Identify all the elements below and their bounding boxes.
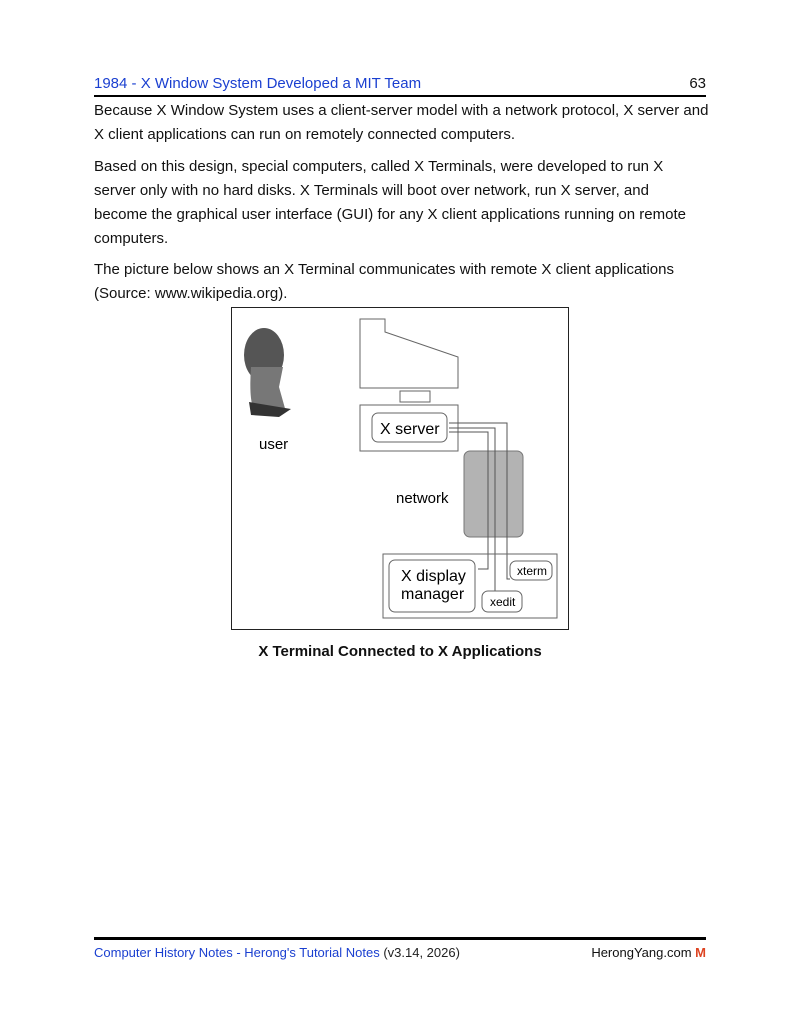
paragraph-2: Based on this design, special computers, called X Terminals, were developed to run X server only with no hard disks. X Terminals will boot over network, run X server, and become the graphical user interface (GUI) for any X client applications running on remote computers. xyxy=(94,158,686,247)
paragraph-1: Because X Window System uses a client-server model with a network protocol, X server and X client applications can run on remotely connected computers. xyxy=(94,102,709,143)
xedit-label: xedit xyxy=(490,595,516,609)
xdm-label-line1: X display xyxy=(401,568,466,585)
page-number: 63 xyxy=(689,75,706,92)
network-cloud xyxy=(464,451,523,537)
page-header xyxy=(94,73,706,97)
x-server-label: X server xyxy=(380,421,440,438)
logo-icon: M xyxy=(695,945,706,960)
version: (v3.14, 2026) xyxy=(383,945,460,960)
user-label: user xyxy=(259,436,289,453)
paragraph-3: The picture below shows an X Terminal communicates with remote X client applications (Source: www.wikipedia.org). xyxy=(94,261,674,302)
x-terminal-diagram xyxy=(231,307,569,630)
chapter-title: 1984 - X Window System Developed a MIT Team xyxy=(94,75,422,92)
book-title: Computer History Notes - Herong's Tutorial Notes xyxy=(94,945,380,960)
figure-caption: X Terminal Connected to X Applications xyxy=(258,643,542,660)
site-name: HerongYang.com xyxy=(591,945,692,960)
network-label: network xyxy=(396,490,449,507)
xdm-label-line2: manager xyxy=(401,586,465,603)
page-footer xyxy=(94,937,706,960)
xterm-label: xterm xyxy=(517,564,547,578)
